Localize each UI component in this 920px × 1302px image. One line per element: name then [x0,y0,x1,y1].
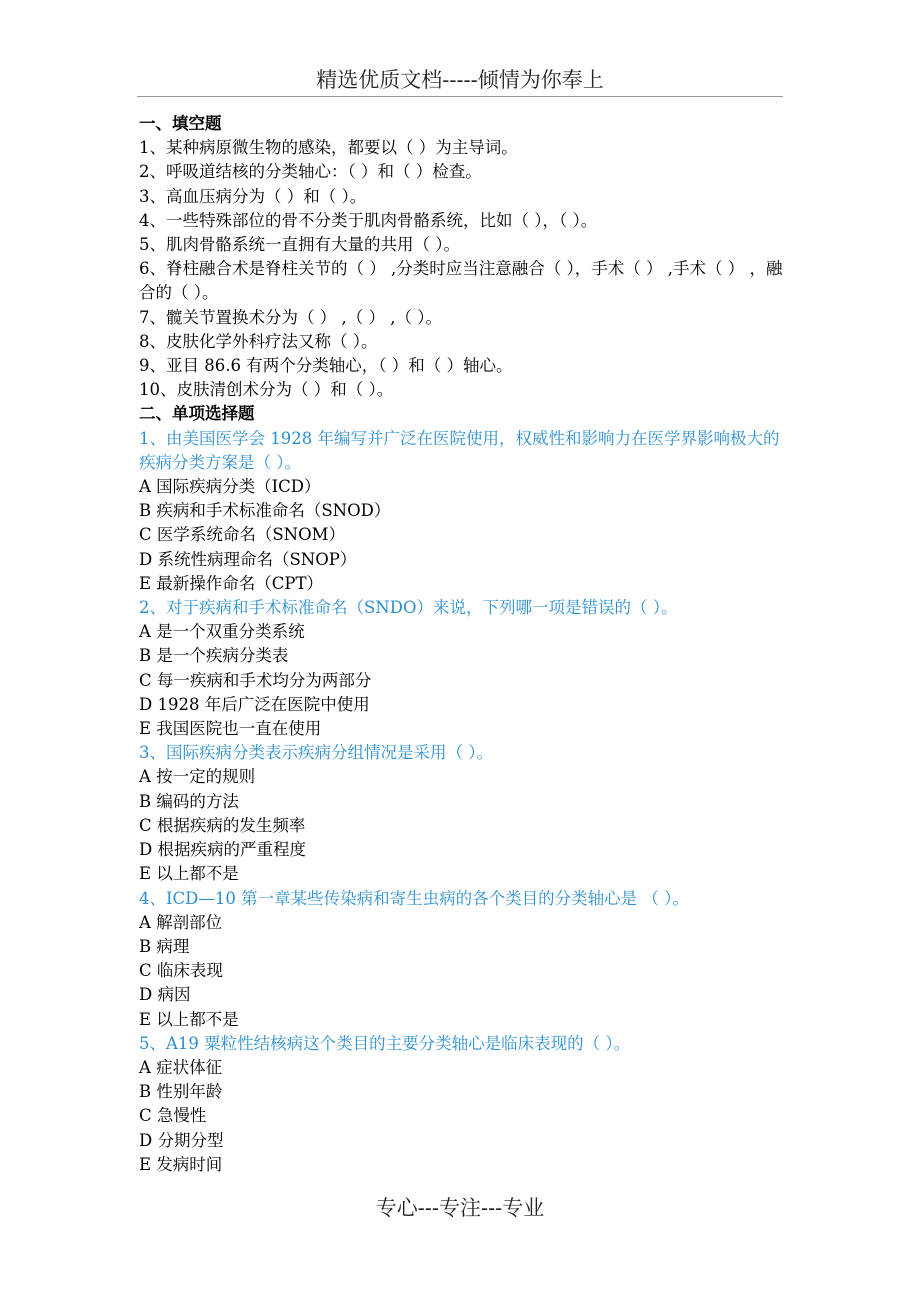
document-body [139,112,784,1177]
option-item: B 疾病和手术标准命名（SNOD） [139,501,391,521]
option-item: E 以上都不是 [139,864,239,884]
fill-blank-item: 8、皮肤化学外科疗法又称（ ）。 [139,331,378,351]
option-item: A 是一个双重分类系统 [139,622,305,642]
option-item: C 医学系统命名（SNOM） [139,525,346,545]
option-item: E 以上都不是 [139,1009,239,1029]
option-item: C 临床表现 [139,961,223,981]
fill-blank-item: 4、一些特殊部位的骨不分类于肌肉骨骼系统，比如（ ），（ ）。 [139,210,598,230]
fill-blank-item: 5、肌肉骨骼系统一直拥有大量的共用（ ）。 [139,235,460,255]
option-item: E 最新操作命名（CPT） [139,573,324,593]
section-heading-single-choice: 二、单项选择题 [139,404,255,424]
fill-blank-item: 6、脊柱融合术是脊柱关节的（ ） ,分类时应当注意融合（ ），手术（ ） ,手术（ ） ，融合的（ ）。 [139,259,783,303]
option-item: A 按一定的规则 [139,767,256,787]
option-item: D 1928 年后广泛在医院中使用 [139,694,370,714]
option-item: A 解剖部位 [139,912,223,932]
fill-blank-item: 9、亚目 86.6 有两个分类轴心，（ ）和（ ）轴心。 [139,356,513,376]
question-stem: 1、由美国医学会 1928 年编写并广泛在医院使用，权威性和影响力在医学界影响极大的疾病分类方案是（ ）。 [139,428,780,472]
question-stem: 5、A19 粟粒性结核病这个类目的主要分类轴心是临床表现的（ ）。 [139,1033,631,1053]
fill-blank-item: 2、呼吸道结核的分类轴心：（ ）和（ ）检查。 [139,162,482,182]
option-item: D 病因 [139,985,191,1005]
option-item: B 病理 [139,936,190,956]
header-divider [137,96,783,97]
question-stem: 4、ICD—10 第一章某些传染病和寄生虫病的各个类目的分类轴心是 （ ）。 [139,888,689,908]
page-header: 精选优质文档-----倾情为你奉上 [316,68,604,92]
page-footer: 专心---专注---专业 [375,1196,545,1220]
option-item: B 性别年龄 [139,1082,223,1102]
option-item: E 我国医院也一直在使用 [139,719,322,739]
fill-blank-item: 10、皮肤清创术分为（ ）和（ ）。 [139,380,394,400]
question-stem: 3、国际疾病分类表示疾病分组情况是采用（ ）。 [139,743,493,763]
option-item: D 分期分型 [139,1130,224,1150]
question-stem: 2、对于疾病和手术标准命名（SNDO）来说，下列哪一项是错误的（ ）。 [139,598,678,618]
option-item: D 系统性病理命名（SNOP） [139,549,357,569]
fill-blank-item: 7、髋关节置换术分为（ ） ,（ ） ,（ ）。 [139,307,442,327]
section-heading-fill-blank: 一、填空题 [139,114,222,133]
option-item: E 发病时间 [139,1154,223,1174]
fill-blank-item: 1、某种病原微生物的感染，都要以（ ）为主导词。 [139,138,518,158]
fill-blank-item: 3、高血压病分为（ ）和（ ）。 [139,186,367,206]
option-item: C 根据疾病的发生频率 [139,815,306,835]
option-item: B 是一个疾病分类表 [139,646,289,666]
option-item: D 根据疾病的严重程度 [139,840,306,860]
option-item: C 急慢性 [139,1106,207,1126]
option-item: A 症状体征 [139,1057,223,1077]
option-item: B 编码的方法 [139,791,239,811]
option-item: C 每一疾病和手术均分为两部分 [139,670,372,690]
option-item: A 国际疾病分类（ICD） [139,477,321,497]
